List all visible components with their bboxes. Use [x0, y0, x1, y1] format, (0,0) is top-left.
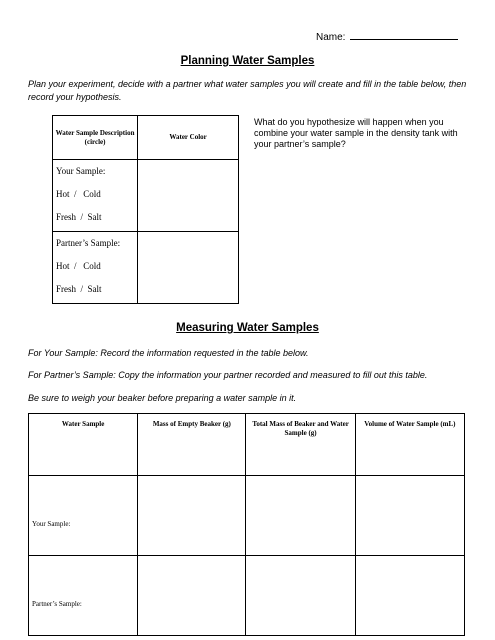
measuring-instruction-3: Be sure to weigh your beaker before preparing a water sample in it.	[28, 393, 297, 403]
planning-header-color: Water Color	[138, 116, 239, 160]
measuring-header-total-mass: Total Mass of Beaker and Water Sample (g)	[246, 414, 355, 476]
planning-row-partner-sample	[53, 232, 239, 304]
your-sample-total-mass-cell[interactable]	[246, 476, 355, 556]
partner-sample-type-choice[interactable]: Fresh / Salt	[56, 284, 102, 294]
measuring-header-empty-mass: Mass of Empty Beaker (g)	[138, 414, 246, 476]
measuring-title: Measuring Water Samples	[176, 322, 319, 334]
your-sample-type-choice[interactable]: Fresh / Salt	[56, 212, 102, 222]
measuring-instruction-1: For Your Sample: Record the information requested in the table below.	[28, 348, 309, 358]
your-sample-empty-mass-cell[interactable]	[138, 476, 246, 556]
planning-header-description: Water Sample Description (circle)	[53, 116, 138, 160]
partner-sample-volume-cell[interactable]	[355, 556, 464, 636]
measuring-partner-sample-label: Partner’s Sample:	[29, 556, 138, 636]
measuring-header-sample: Water Sample	[29, 414, 138, 476]
your-sample-color-cell[interactable]	[138, 160, 239, 232]
partner-sample-label: Partner’s Sample:	[56, 238, 121, 248]
measuring-instruction-2: For Partner’s Sample: Copy the information your partner recorded and measured to fill out this table.	[28, 370, 428, 380]
your-sample-temp-choice[interactable]: Hot / Cold	[56, 189, 101, 199]
partner-sample-description-cell	[53, 232, 138, 304]
planning-title: Planning Water Samples	[180, 55, 315, 67]
planning-row-your-sample	[53, 160, 239, 232]
your-sample-description-cell	[53, 160, 138, 232]
your-sample-label: Your Sample:	[56, 166, 106, 176]
partner-sample-empty-mass-cell[interactable]	[138, 556, 246, 636]
your-sample-volume-cell[interactable]	[355, 476, 464, 556]
name-input-line[interactable]	[350, 30, 458, 40]
measuring-row-your-sample	[29, 476, 465, 556]
name-field-row	[316, 30, 458, 43]
name-label: Name:	[316, 32, 346, 43]
planning-instructions: Plan your experiment, decide with a partner what water samples you will create and fill in the table below, then record your hypothesis.	[28, 79, 467, 102]
measuring-your-sample-label: Your Sample:	[29, 476, 138, 556]
planning-table	[52, 115, 239, 304]
partner-sample-color-cell[interactable]	[138, 232, 239, 304]
partner-sample-total-mass-cell[interactable]	[246, 556, 355, 636]
hypothesis-question: What do you hypothesize will happen when you combine your water sample in the density tank with your partner’s sample?	[254, 117, 458, 149]
measuring-header-volume: Volume of Water Sample (mL)	[355, 414, 464, 476]
measuring-table	[28, 413, 465, 636]
measuring-row-partner-sample	[29, 556, 465, 636]
partner-sample-temp-choice[interactable]: Hot / Cold	[56, 261, 101, 271]
